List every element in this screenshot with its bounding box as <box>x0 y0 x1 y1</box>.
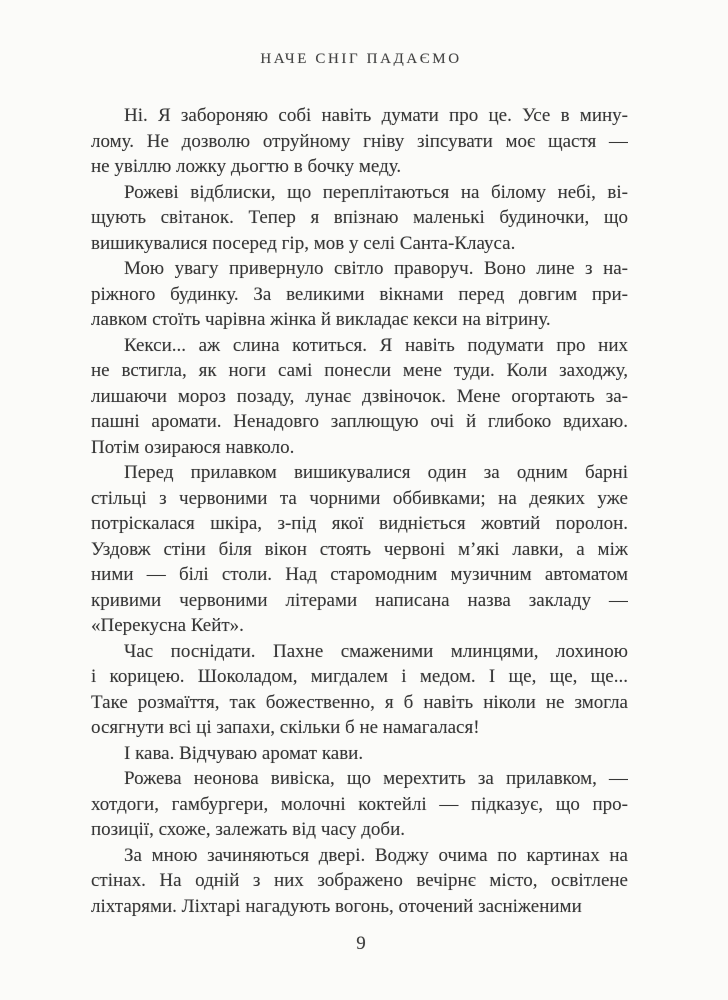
text-line: позиції, схоже, залежать від часу доби. <box>91 819 406 840</box>
text-line: хотдоги, гамбургери, молочні коктейлі — підказує, що про- <box>91 793 628 815</box>
text-line: не встигла, як ноги самі понесли мене туди. Коли заходжу, <box>91 360 628 381</box>
text-line: лавком стоїть чарівна жінка й викладає кекси на вітрину. <box>91 309 551 330</box>
text-line: І кава. Відчуваю аромат кави. <box>124 742 364 764</box>
text-line: Таке розмаїття, так божественно, я б навіть ніколи не змогла <box>91 691 628 713</box>
text-line: пашні аромати. Ненадовго заплющую очі й глибоко вдихаю. <box>91 411 628 432</box>
text-line: Рожева неонова вивіска, що мерехтить за прилавком, — <box>124 768 628 789</box>
text-line: Час поснідати. Пахне смаженими млинцями, лохиною <box>124 640 628 662</box>
text-line: Перед прилавком вишикувалися один за одним барні <box>124 462 628 483</box>
text-line: Мою увагу привернуло світло праворуч. Воно лине з на- <box>124 258 628 279</box>
text-line: лишаючи мороз позаду, лунає дзвіночок. Мене огортають за- <box>91 385 628 407</box>
text-line: Потім озираюся навколо. <box>91 436 295 458</box>
text-line: ліхтарями. Ліхтарі нагадують вогонь, оточений засніженими <box>91 895 582 917</box>
text-line: лому. Не дозволю отруйному гніву зіпсувати моє щастя — <box>91 130 628 152</box>
text-line: потріскалася шкіра, з-під якої видніється жовтий поролон. <box>91 513 628 534</box>
text-line: ріжного будинку. За великими вікнами перед довгим при- <box>91 283 628 305</box>
text-line: ними — білі столи. Над старомодним музичним автоматом <box>91 564 628 585</box>
text-line: За мною зачиняються двері. Воджу очима по картинах на <box>124 844 628 866</box>
text-line: осягнути всі ці запахи, скільки б не намагалася! <box>91 717 480 738</box>
text-line: не увіллю ложку дьогтю в бочку меду. <box>91 156 402 177</box>
text-line: вишикувалися посеред гір, мов у селі Санта-Клауса. <box>91 232 516 254</box>
text-line: і корицею. Шоколадом, мигдалем і медом. І ще, ще, ще... <box>91 666 628 687</box>
text-line: Рожеві відблиски, що переплітаються на білому небі, ві- <box>124 181 628 203</box>
text-line: Ні. Я забороняю собі навіть думати про це. Усе в мину- <box>124 105 628 126</box>
text-line: щують світанок. Тепер я впізнаю маленькі будиночки, що <box>91 207 628 228</box>
text-line: кривими червоними літерами написана назва закладу — <box>91 589 628 611</box>
text-line: Уздовж стіни біля вікон стоять червоні м’які лавки, а між <box>91 538 628 560</box>
text-line: Кекси... аж слина котиться. Я навіть подумати про них <box>124 334 628 356</box>
body-text <box>91 103 628 919</box>
running-header: НАЧЕ СНІГ ПАДАЄМО <box>260 51 462 67</box>
page-number: 9 <box>356 933 366 954</box>
text-line: стінах. На одній з них зображено вечірнє місто, освітлене <box>91 870 628 891</box>
text-line: стільці з червоними та чорними оббивками; на деяких уже <box>91 487 628 509</box>
text-line: «Перекусна Кейт». <box>91 615 244 636</box>
